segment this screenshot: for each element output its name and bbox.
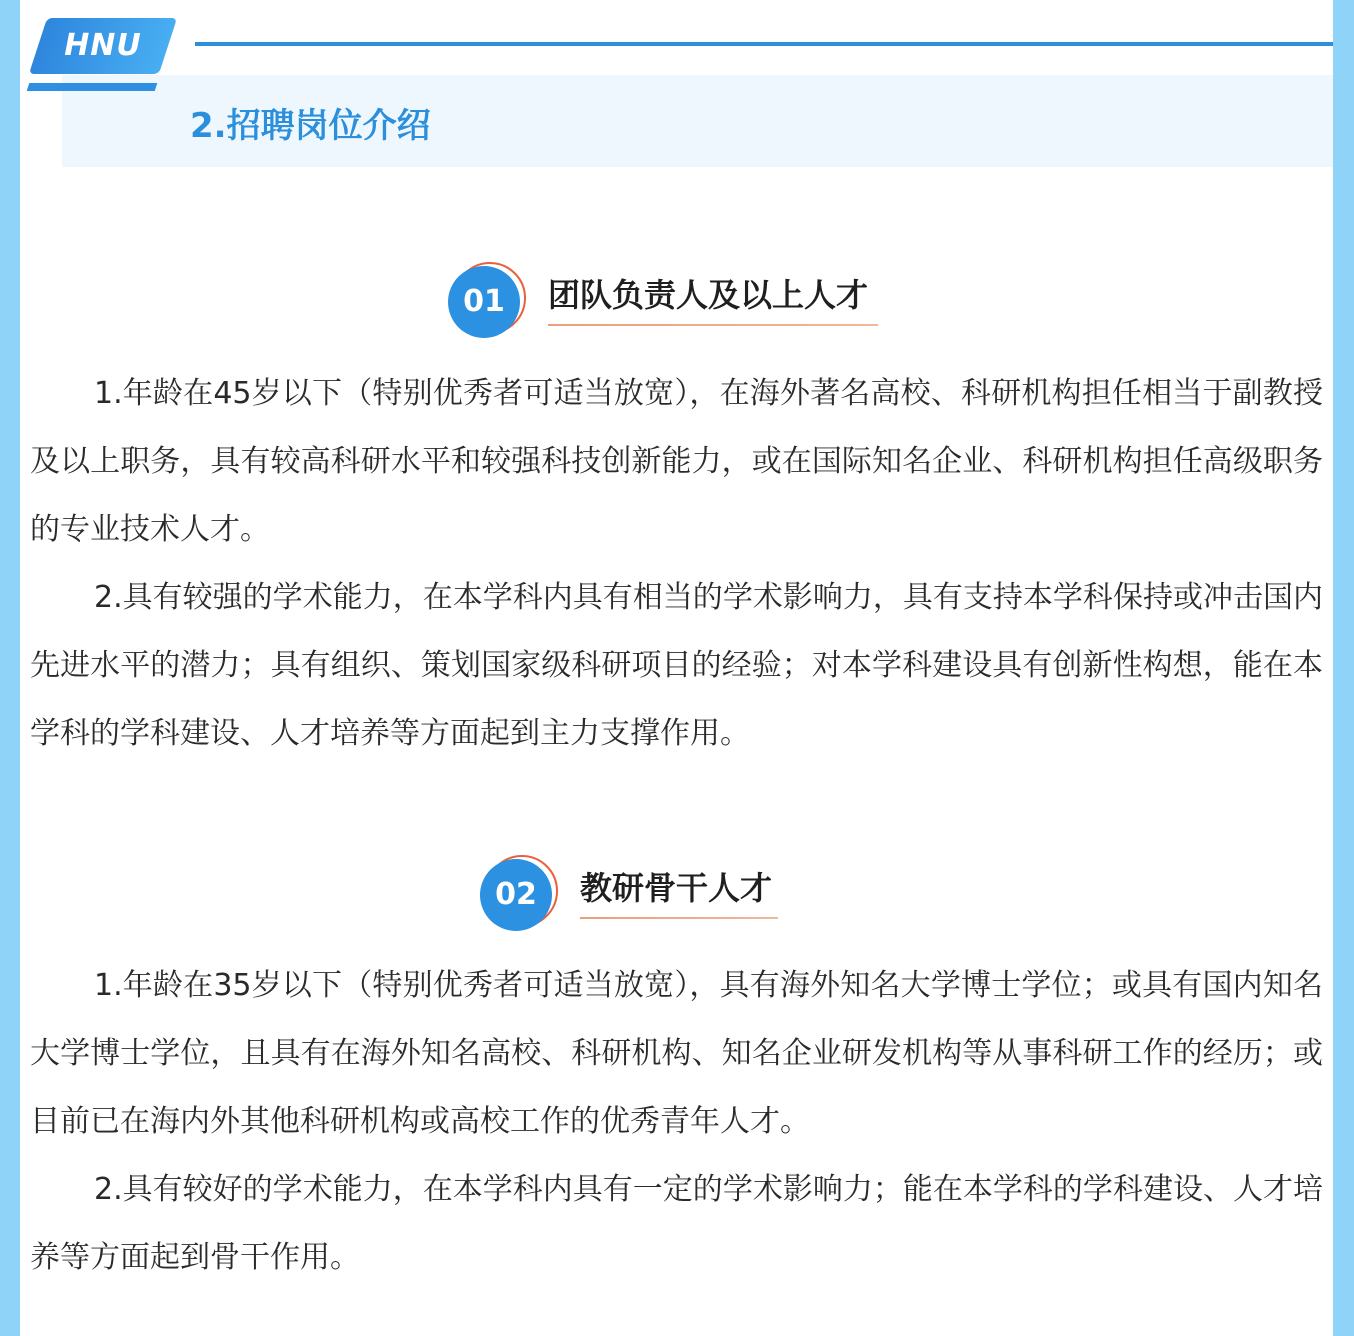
number-badge: 02 [480,859,552,931]
subheading-01 [454,262,914,342]
subheading-title: 团队负责人及以上人才 [548,276,869,314]
paragraph-2-2: 2.具有较好的学术能力，在本学科内具有一定的学术影响力；能在本学科的学科建设、人才培养等方面起到骨干作用。 [30,1172,1323,1275]
section-title: 2.招聘岗位介绍 [190,106,431,146]
subheading-02 [486,855,816,935]
header-divider-line [195,42,1333,46]
subheading-title: 教研骨干人才 [580,869,773,907]
page-content [20,0,1333,1336]
logo-text: HNU [64,28,142,63]
logo-tab-underline [27,83,158,91]
paragraph-2-1: 1.年龄在35岁以下（特别优秀者可适当放宽），具有海外知名大学博士学位；或具有国内知名大学博士学位，且具有在海外知名高校、科研机构、知名企业研发机构等从事科研工作的经历；或目前已在海内外其他科研机构或高校工作的优秀青年人才。 [30,968,1323,1139]
subheading-underline [580,917,778,919]
subheading-underline [548,324,878,326]
paragraph-1-2: 2.具有较强的学术能力，在本学科内具有相当的学术影响力，具有支持本学科保持或冲击国内先进水平的潜力；具有组织、策划国家级科研项目的经验；对本学科建设具有创新性构想，能在本学科的学科建设、人才培养等方面起到主力支撑作用。 [30,580,1323,751]
number-badge: 01 [448,266,520,338]
paragraph-1-1: 1.年龄在45岁以下（特别优秀者可适当放宽），在海外著名高校、科研机构担任相当于副教授及以上职务，具有较高科研水平和较强科技创新能力，或在国际知名企业、科研机构担任高级职务的专业技术人才。 [30,376,1323,547]
